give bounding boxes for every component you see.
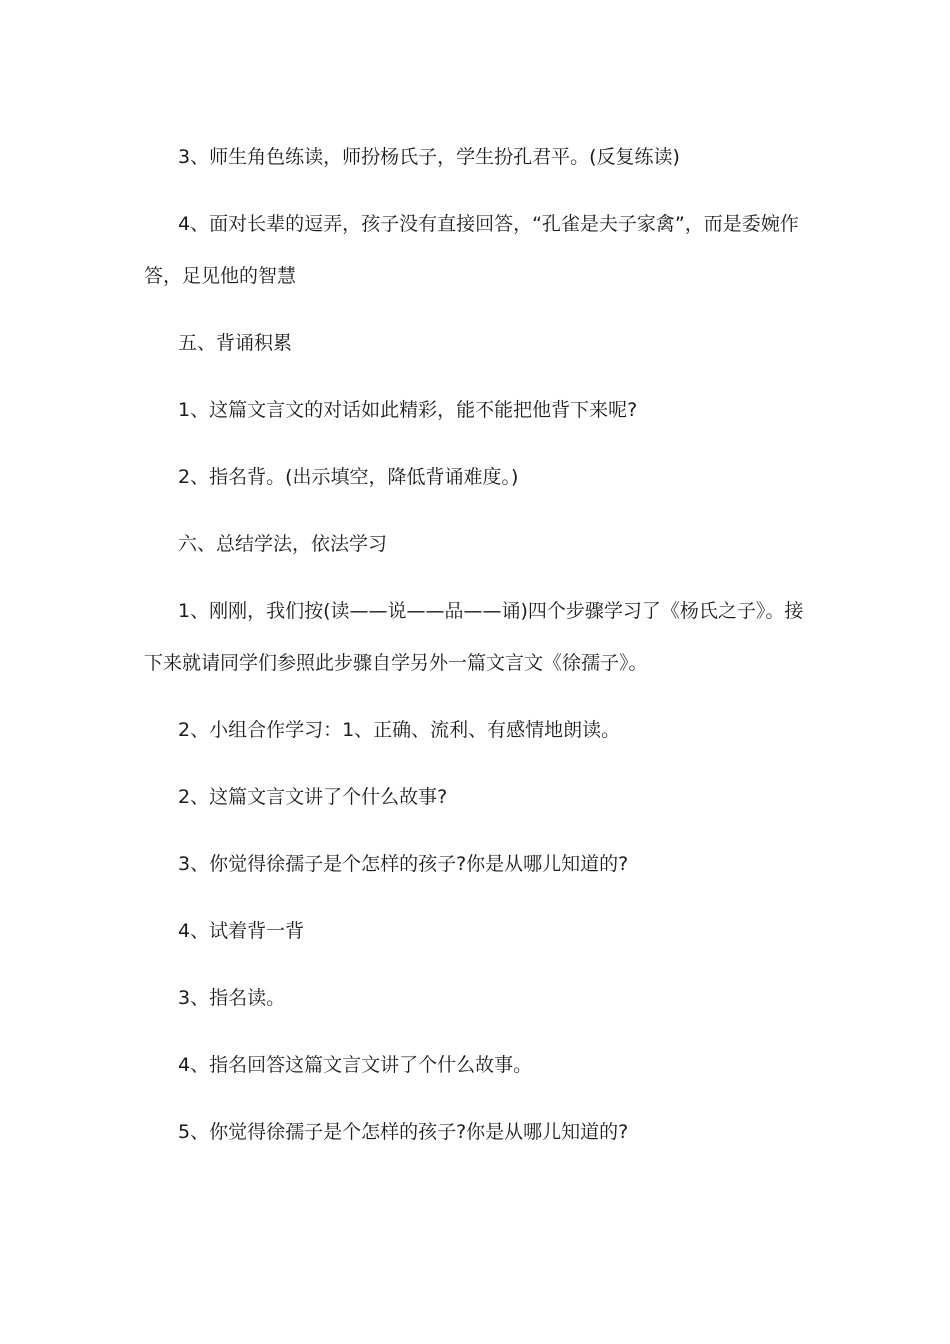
paragraph: 2、小组合作学习：1、正确、流利、有感情地朗读。 [178, 719, 621, 741]
paragraph: 3、指名读。 [178, 987, 286, 1009]
paragraph: 4、面对长辈的逗弄，孩子没有直接回答，“孔雀是夫子家禽”，而是委婉作答，足见他的智慧 [144, 213, 799, 287]
paragraph: 4、指名回答这篇文言文讲了个什么故事。 [178, 1054, 533, 1076]
document-body [144, 131, 804, 1158]
paragraph: 1、这篇文言文的对话如此精彩，能不能把他背下来呢? [178, 399, 638, 421]
paragraph: 3、你觉得徐孺子是个怎样的孩子?你是从哪儿知道的? [178, 853, 629, 875]
paragraph: 2、这篇文言文讲了个什么故事? [178, 786, 448, 808]
section-heading: 六、总结学法，依法学习 [178, 533, 388, 555]
paragraph: 4、试着背一背 [178, 920, 305, 942]
section-heading: 五、背诵积累 [178, 332, 293, 354]
paragraph: 1、刚刚，我们按(读——说——品——诵)四个步骤学习了《杨氏之子》。接下来就请同学们参照此步骤自学另外一篇文言文《徐孺子》。 [144, 600, 804, 674]
paragraph: 5、你觉得徐孺子是个怎样的孩子?你是从哪儿知道的? [178, 1121, 629, 1143]
paragraph: 3、师生角色练读，师扮杨氏子，学生扮孔君平。(反复练读) [178, 146, 680, 168]
paragraph: 2、指名背。(出示填空，降低背诵难度。) [178, 466, 519, 488]
